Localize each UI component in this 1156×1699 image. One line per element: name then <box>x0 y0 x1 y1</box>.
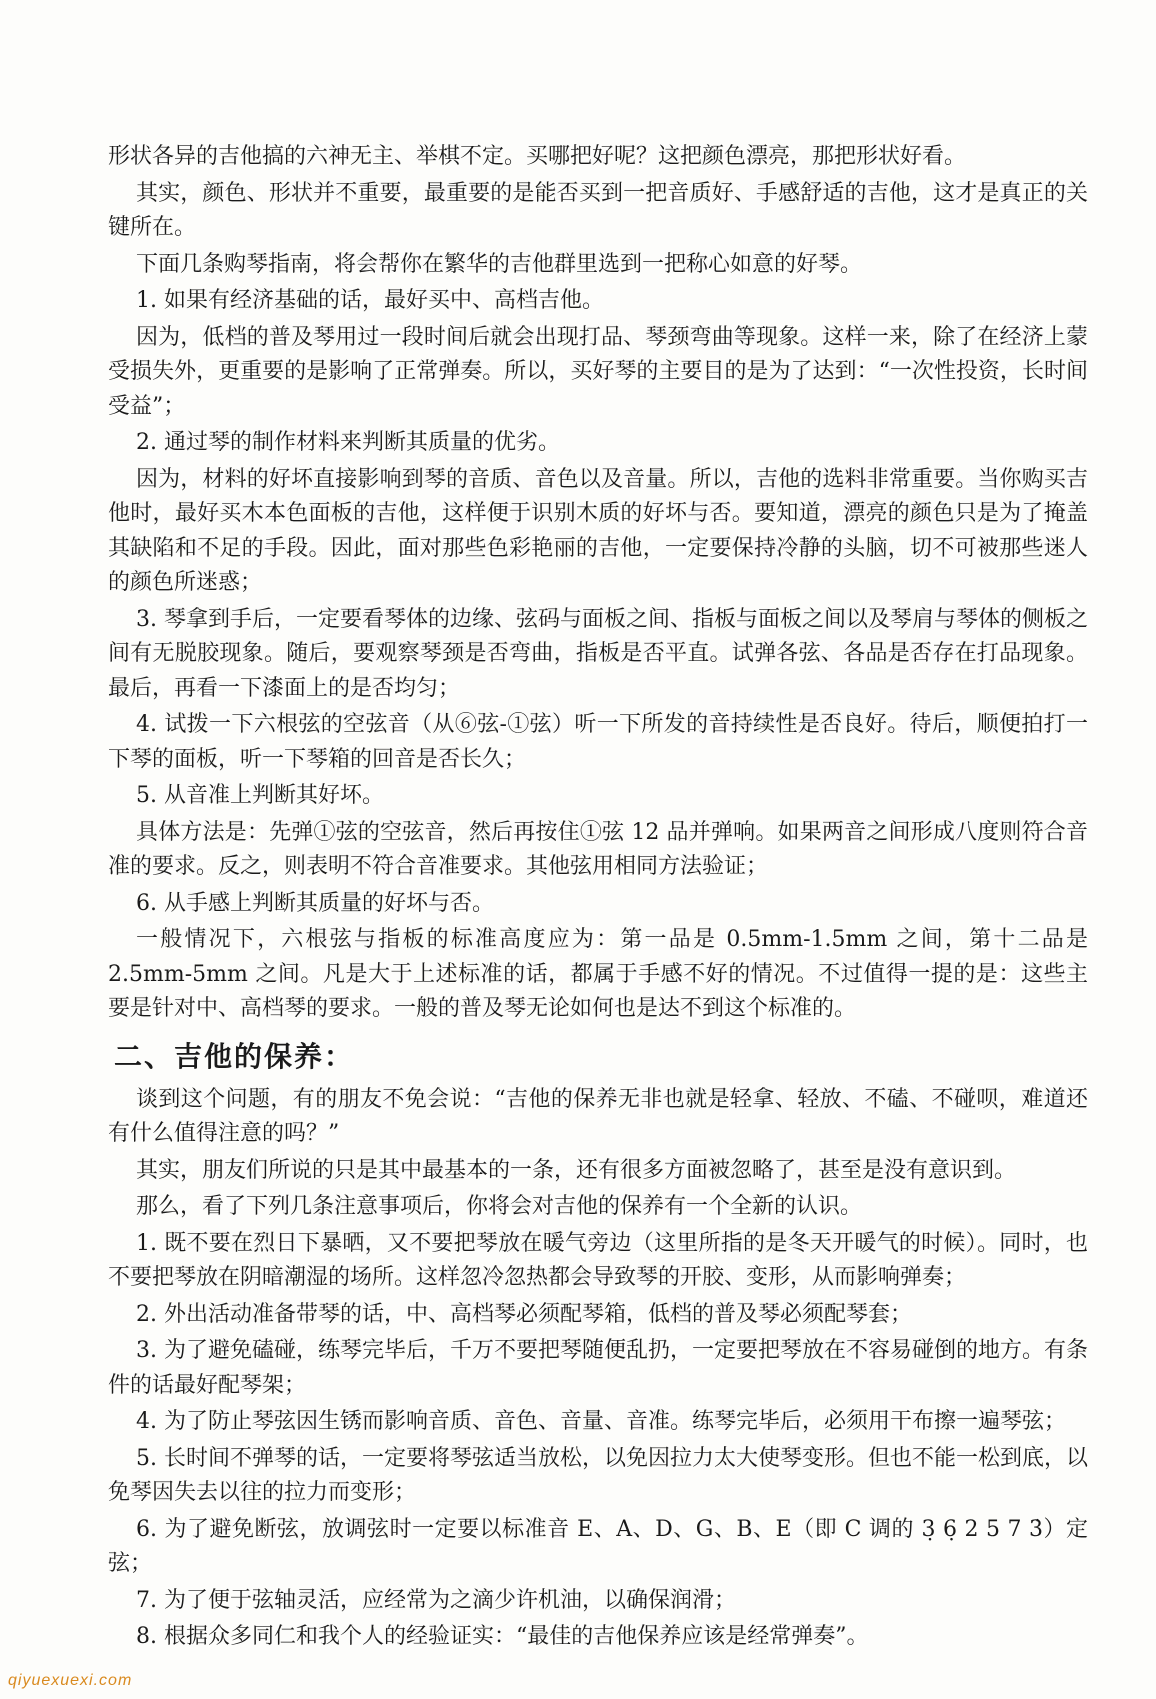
tuning-prefix: 6. 为了避免断弦，放调弦时一定要以标准音 E、A、D、G、B、E（即 C 调的 <box>136 1516 922 1542</box>
tuning-notes: 3̣ 6̣ 2 5 7 3̇ <box>921 1516 1043 1542</box>
paragraph: 形状各异的吉他搞的六神无主、举棋不定。买哪把好呢？这把颜色漂亮，那把形状好看。 <box>108 144 967 169</box>
site-watermark: qiyuexuexi.com <box>8 1672 133 1689</box>
section-maintenance-end <box>108 1584 1088 1655</box>
section-buying-guide <box>108 140 1088 1027</box>
paragraph: 具体方法是：先弹①弦的空弦音，然后再按住①弦 12 品并弹响。如果两音之间形成八度则符合音准的要求。反之，则表明不符合音准要求。其他弦用相同方法验证； <box>108 819 1088 879</box>
paragraph: 5. 长时间不弹琴的话，一定要将琴弦适当放松，以免因拉力太大使琴变形。但也不能一松到底，以免琴因失去以往的拉力而变形； <box>108 1445 1088 1505</box>
paragraph: 7. 为了便于弦轴灵活，应经常为之滴少许机油，以确保润滑； <box>136 1587 736 1613</box>
paragraph: 3. 为了避免磕碰，练琴完毕后，千万不要把琴随便乱扔，一定要把琴放在不容易碰倒的地方。有条件的话最好配琴架； <box>108 1338 1088 1398</box>
paragraph: 4. 试拨一下六根弦的空弦音（从⑥弦-①弦）听一下所发的音持续性是否良好。待后，顺便拍打一下琴的面板，听一下琴箱的回音是否长久； <box>108 712 1088 772</box>
paragraph: 1. 如果有经济基础的话，最好买中、高档吉他。 <box>136 288 604 313</box>
tuning-suffix: ）定弦； <box>108 1516 1088 1576</box>
paragraph: 下面几条购琴指南，将会帮你在繁华的吉他群里选到一把称心如意的好琴。 <box>136 251 863 277</box>
paragraph: 因为，低档的普及琴用过一段时间后就会出现打品、琴颈弯曲等现象。这样一来，除了在经济上蒙受损失外，更重要的是影响了正常弹奏。所以，买好琴的主要目的是为了达到：“一次性投资，长时间受益”； <box>108 324 1088 419</box>
section-heading: 二、吉他的保养： <box>114 1039 355 1073</box>
paragraph: 4. 为了防止琴弦因生锈而影响音质、音色、音量、音准。练琴完毕后，必须用干布擦一遍琴弦； <box>136 1409 1066 1434</box>
paragraph: 1. 既不要在烈日下暴晒，又不要把琴放在暖气旁边（这里所指的是冬天开暖气的时候）。同时，也不要把琴放在阴暗潮湿的场所。这样忽冷忽热都会导致琴的开胶、变形，从而影响弹奏； <box>108 1230 1088 1290</box>
paragraph: 6. 从手感上判断其质量的好坏与否。 <box>136 890 494 916</box>
paragraph: 3. 琴拿到手后，一定要看琴体的边缘、弦码与面板之间、指板与面板之间以及琴肩与琴体的侧板之间有无脱胶现象。随后，要观察琴颈是否弯曲，指板是否平直。试弹各弦、各品是否存在打品现象。最后，再看一下漆面上的是否均匀； <box>108 606 1088 701</box>
section-maintenance <box>108 1083 1088 1511</box>
page-body <box>108 140 1088 1657</box>
paragraph: 5. 从音准上判断其好坏。 <box>136 783 384 808</box>
paragraph-tuning <box>108 1513 1088 1582</box>
paragraph: 因为，材料的好坏直接影响到琴的音质、音色以及音量。所以，吉他的选料非常重要。当你购买吉他时，最好买木本色面板的吉他，这样便于识别木质的好坏与否。要知道，漂亮的颜色只是为了掩盖其缺陷和不足的手段。因此，面对那些色彩艳丽的吉他，一定要保持冷静的头脑，切不可被那些迷人的颜色所迷惑； <box>108 466 1088 595</box>
paragraph: 其实，颜色、形状并不重要，最重要的是能否买到一把音质好、手感舒适的吉他，这才是真正的关键所在。 <box>108 180 1088 240</box>
paragraph: 那么，看了下列几条注意事项后，你将会对吉他的保养有一个全新的认识。 <box>136 1194 863 1219</box>
paragraph: 8. 根据众多同仁和我个人的经验证实：“最佳的吉他保养应该是经常弹奏”。 <box>136 1624 869 1649</box>
paragraph: 2. 通过琴的制作材料来判断其质量的优劣。 <box>136 430 560 455</box>
paragraph: 2. 外出活动准备带琴的话，中、高档琴必须配琴箱，低档的普及琴必须配琴套； <box>136 1301 912 1327</box>
paragraph: 谈到这个问题，有的朋友不免会说：“吉他的保养无非也就是轻拿、轻放、不磕、不碰呗，难道还有什么值得注意的吗？” <box>108 1086 1088 1146</box>
paragraph: 其实，朋友们所说的只是其中最基本的一条，还有很多方面被忽略了，甚至是没有意识到。 <box>136 1157 1017 1183</box>
paragraph: 一般情况下，六根弦与指板的标准高度应为：第一品是 0.5mm-1.5mm 之间，第十二品是 2.5mm-5mm 之间。凡是大于上述标准的话，都属于手感不好的情况。不过值得一提的是：这些主要是针对中、高档琴的要求。一般的普及琴无论如何也是达不到这个标准的。 <box>108 927 1088 1021</box>
